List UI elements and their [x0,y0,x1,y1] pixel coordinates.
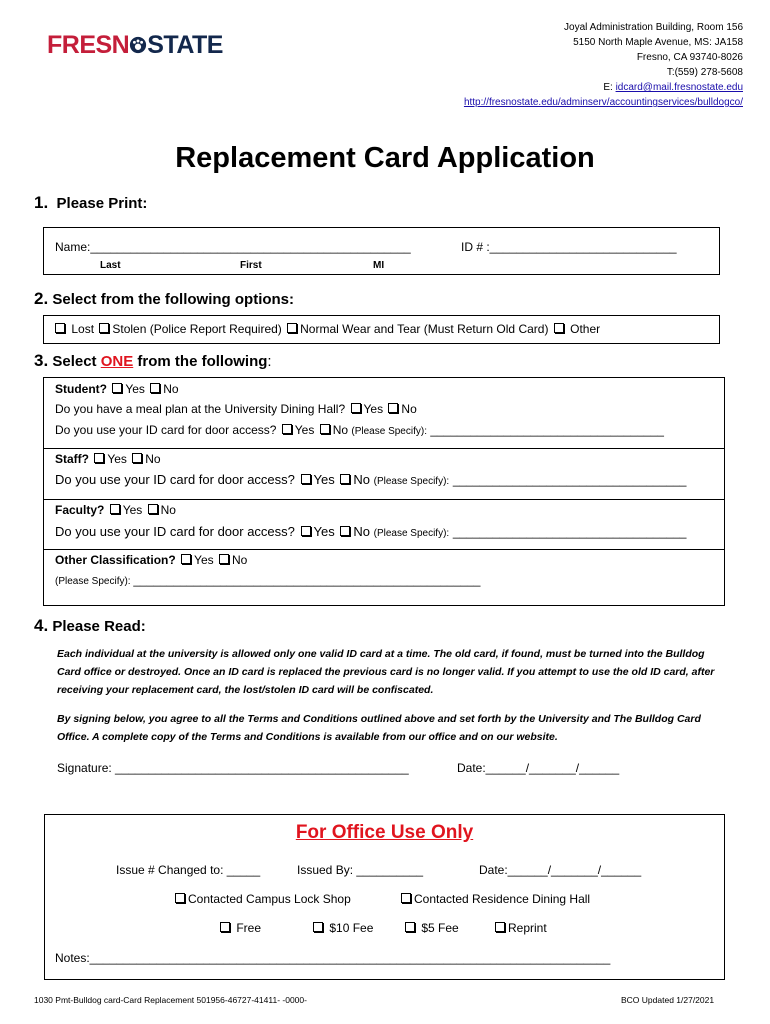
other-classification-row [55,553,247,567]
door-access-question: Do you use your ID card for door access? [55,472,295,487]
meal-plan-question: Do you have a meal plan at the University Dining Hall? [55,402,346,416]
phone-line: T:(559) 278-5608 [666,67,743,78]
please-specify-label: (Please Specify): [351,426,427,437]
stolen-checkbox[interactable] [99,323,109,333]
student-row [55,382,179,396]
section3-title-one: ONE [100,353,134,370]
dining-row [399,892,590,906]
lost-checkbox[interactable] [55,323,65,333]
section4-title: Please Read: [52,618,146,635]
free-checkbox[interactable] [220,922,230,932]
email-line [464,80,743,95]
section1-number: 1. [34,193,49,212]
paw-icon [129,36,147,54]
please-specify-label: (Please Specify): [373,476,450,487]
address-line: 5150 North Maple Avenue, MS: JA158 [573,37,743,48]
free-label: Free [236,921,262,935]
section3-title-colon: : [267,353,272,370]
normal-wear-checkbox[interactable] [287,323,297,333]
faculty-yes-checkbox[interactable] [110,504,120,514]
policy-paragraph: Each individual at the university is allowed only one valid ID card at a time. The old card, if found, must be turned into the Bulldog Card office or destroyed. Once an ID card is replaced the previous card is no longer valid. If you attempt to use the old ID card, after receiving your replacement card, the lost/stolen ID card will be confiscated. [57,648,715,696]
staff-door-yes-checkbox[interactable] [301,474,311,484]
other-no-checkbox[interactable] [219,554,229,564]
lock-shop-label: Contacted Campus Lock Shop [188,892,351,906]
signature-date-field[interactable]: Date:______/_______/______ [457,761,620,775]
id-field[interactable]: ID # :____________________________ [461,240,677,254]
section3-title-post: from the following [133,353,268,370]
office-date-field[interactable]: Date:______/_______/______ [479,863,642,877]
footer-updated: BCO Updated 1/27/2021 [621,995,715,1005]
yes-label: Yes [313,524,335,539]
please-specify-label: (Please Specify): [55,576,131,587]
fee5-row [403,921,459,935]
label-first: First [240,260,262,271]
reprint-checkbox[interactable] [495,922,505,932]
no-label: No [353,524,370,539]
no-label: No [231,553,248,567]
address-line: Joyal Administration Building, Room 156 [564,22,743,33]
staff-specify-field[interactable]: ___________________________________ [452,473,687,487]
page-title: Replacement Card Application [175,142,595,174]
notes-field[interactable]: Notes:______________________________________________________________________________ [55,951,611,965]
staff-no-checkbox[interactable] [132,453,142,463]
divider [44,499,724,500]
free-row [218,921,261,935]
stolen-label: Stolen (Police Report Required) [112,322,282,336]
section2-title: Select from the following options: [52,291,295,308]
dining-checkbox[interactable] [401,893,411,903]
other-specify-field[interactable]: ____________________________________________________ [133,573,481,587]
office-use-heading: For Office Use Only [295,822,474,843]
yes-label: Yes [313,472,335,487]
issued-by-field[interactable]: Issued By: __________ [297,863,424,877]
address-line: Fresno, CA 93740-8026 [636,52,743,63]
other-specify-row [55,573,480,587]
section3-heading [34,351,272,371]
student-door-no-checkbox[interactable] [320,424,330,434]
staff-yes-checkbox[interactable] [94,453,104,463]
fee5-label: $5 Fee [421,921,459,935]
lost-label: Lost [71,322,95,336]
faculty-no-checkbox[interactable] [148,504,158,514]
faculty-door-row [55,524,686,539]
fee5-checkbox[interactable] [405,922,415,932]
faculty-door-no-checkbox[interactable] [340,526,350,536]
signature-field[interactable]: Signature: ____________________________________________ [57,761,409,775]
logo-text-state: STATE [147,31,223,59]
staff-door-row [55,472,686,487]
office-use-box [44,814,725,980]
student-yes-checkbox[interactable] [112,383,122,393]
reprint-label: Reprint [508,921,547,935]
please-specify-label: (Please Specify): [373,528,450,539]
label-mi: MI [373,260,385,271]
faculty-specify-field[interactable]: ___________________________________ [452,525,687,539]
no-label: No [163,382,179,396]
email-prefix: E: [603,82,616,93]
no-label: No [332,423,349,437]
student-specify-field[interactable]: ___________________________________ [430,423,664,437]
yes-label: Yes [122,503,143,517]
student-label: Student? [55,382,107,396]
section3-title-pre: Select [52,353,101,370]
meal-no-checkbox[interactable] [388,403,398,413]
fresno-state-logo [47,31,223,60]
no-label: No [145,452,161,466]
footer-form-id: 1030 Pmt-Bulldog card-Card Replacement 501956-46727-41411- -0000- [34,995,307,1005]
section1-title: Please Print: [56,195,148,212]
fee10-checkbox[interactable] [313,922,323,932]
lock-shop-checkbox[interactable] [175,893,185,903]
student-door-yes-checkbox[interactable] [282,424,292,434]
staff-row [55,452,161,466]
student-no-checkbox[interactable] [150,383,160,393]
name-field[interactable]: Name:________________________________________________ [55,240,411,254]
faculty-door-yes-checkbox[interactable] [301,526,311,536]
other-yes-checkbox[interactable] [181,554,191,564]
no-label: No [160,503,176,517]
door-access-question: Do you use your ID card for door access? [55,524,295,539]
faculty-row [55,503,176,517]
email-link[interactable]: idcard@mail.fresnostate.edu [615,82,743,93]
section1-heading [34,193,147,213]
options-box [43,315,720,344]
website-link[interactable]: http://fresnostate.edu/adminserv/accountingservices/bulldogco/ [463,97,743,108]
meal-plan-row [55,402,417,416]
yes-label: Yes [107,452,127,466]
fee10-row [311,921,373,935]
logo-text-fresno: FRESN [47,31,130,59]
name-id-box [43,227,720,275]
other-classification-label: Other Classification? [55,553,176,567]
reprint-row [493,921,547,935]
terms-paragraph: By signing below, you agree to all the Terms and Conditions outlined above and set forth by the University and The Bulldog Card Office. A complete copy of the Terms and Conditions is available from our office and on our website. [57,713,701,743]
normal-wear-label: Normal Wear and Tear (Must Return Old Card) [300,322,549,336]
fee10-label: $10 Fee [329,921,374,935]
section4-number: 4. [34,616,49,635]
divider [44,448,724,449]
door-access-question: Do you use your ID card for door access? [55,423,277,437]
no-label: No [401,402,417,416]
other-checkbox[interactable] [554,323,564,333]
student-door-row [55,423,664,437]
issue-changed-field[interactable]: Issue # Changed to: _____ [116,863,261,877]
yes-label: Yes [194,553,214,567]
no-label: No [353,472,370,487]
section4-heading [34,616,146,636]
other-label: Other [570,322,601,336]
divider [44,549,724,550]
yes-label: Yes [294,423,315,437]
label-last: Last [100,260,121,271]
lock-shop-row [173,892,351,906]
section2-number: 2. [34,289,49,308]
staff-door-no-checkbox[interactable] [340,474,350,484]
office-address [464,20,743,110]
section3-number: 3. [34,351,49,370]
yes-label: Yes [125,382,145,396]
meal-yes-checkbox[interactable] [351,403,361,413]
yes-label: Yes [363,402,384,416]
dining-label: Contacted Residence Dining Hall [414,892,591,906]
classification-box [43,377,725,606]
faculty-label: Faculty? [55,503,105,517]
staff-label: Staff? [55,452,89,466]
section2-heading [34,289,294,309]
